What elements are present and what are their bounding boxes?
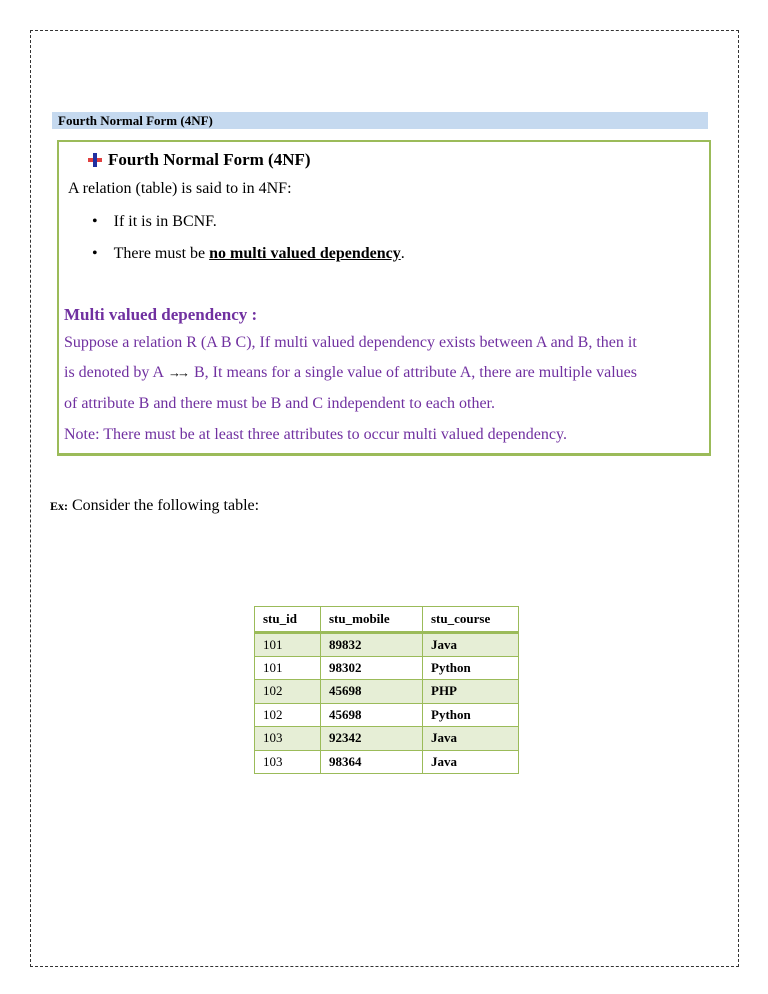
header-cell: stu_mobile <box>321 607 423 633</box>
table-row <box>255 656 519 680</box>
section-header: Fourth Normal Form (4NF) <box>52 112 708 129</box>
table-row <box>255 750 519 774</box>
table-row <box>255 680 519 704</box>
bullet-arrow-icon <box>88 153 102 167</box>
cell: Python <box>423 656 519 680</box>
cell: 45698 <box>321 703 423 727</box>
mvd-heading: Multi valued dependency : <box>64 305 258 324</box>
cell: 98302 <box>321 656 423 680</box>
example-line <box>50 497 259 515</box>
cell: 101 <box>255 656 321 680</box>
box-title <box>88 150 311 170</box>
example-text: Consider the following table: <box>68 497 260 514</box>
emphasis-text: no multi valued dependency <box>209 245 401 262</box>
bullet-text: If it is in BCNF. <box>113 213 217 230</box>
box-title-text: Fourth Normal Form (4NF) <box>108 150 311 169</box>
table-row <box>255 633 519 657</box>
note-text: Note: There must be at least three attributes to occur multi valued dependency. <box>64 426 567 443</box>
example-label: Ex: <box>50 499 68 513</box>
cell: 102 <box>255 680 321 704</box>
cell: Python <box>423 703 519 727</box>
mvd-text: is denoted by A <box>64 364 164 381</box>
mvd-line-2 <box>64 364 637 382</box>
cell: Java <box>423 750 519 774</box>
header-cell: stu_course <box>423 607 519 633</box>
bullet-1: • If it is in BCNF. <box>92 213 217 230</box>
bullet-2: • There must be no multi valued dependency. <box>92 245 405 262</box>
table-row <box>255 727 519 751</box>
cell: Java <box>423 727 519 751</box>
intro-text: A relation (table) is said to in 4NF: <box>68 180 292 197</box>
table-header-row <box>255 607 519 633</box>
example-table <box>254 606 519 774</box>
cell: 89832 <box>321 633 423 657</box>
cell: 45698 <box>321 680 423 704</box>
cell: 92342 <box>321 727 423 751</box>
bullet-text: . <box>400 245 405 262</box>
bullet-text: There must be <box>113 245 210 262</box>
table-row <box>255 703 519 727</box>
cell: 102 <box>255 703 321 727</box>
cell: PHP <box>423 680 519 704</box>
double-arrow-icon: →→ <box>168 365 186 380</box>
cell: 98364 <box>321 750 423 774</box>
mvd-line-1: Suppose a relation R (A B C), If multi valued dependency exists between A and B, then it <box>64 334 637 351</box>
cell: 103 <box>255 750 321 774</box>
cell: Java <box>423 633 519 657</box>
mvd-line-3: of attribute B and there must be B and C independent to each other. <box>64 395 495 412</box>
cell: 103 <box>255 727 321 751</box>
header-cell: stu_id <box>255 607 321 633</box>
mvd-text: B, It means for a single value of attribute A, there are multiple values <box>194 364 637 381</box>
cell: 101 <box>255 633 321 657</box>
